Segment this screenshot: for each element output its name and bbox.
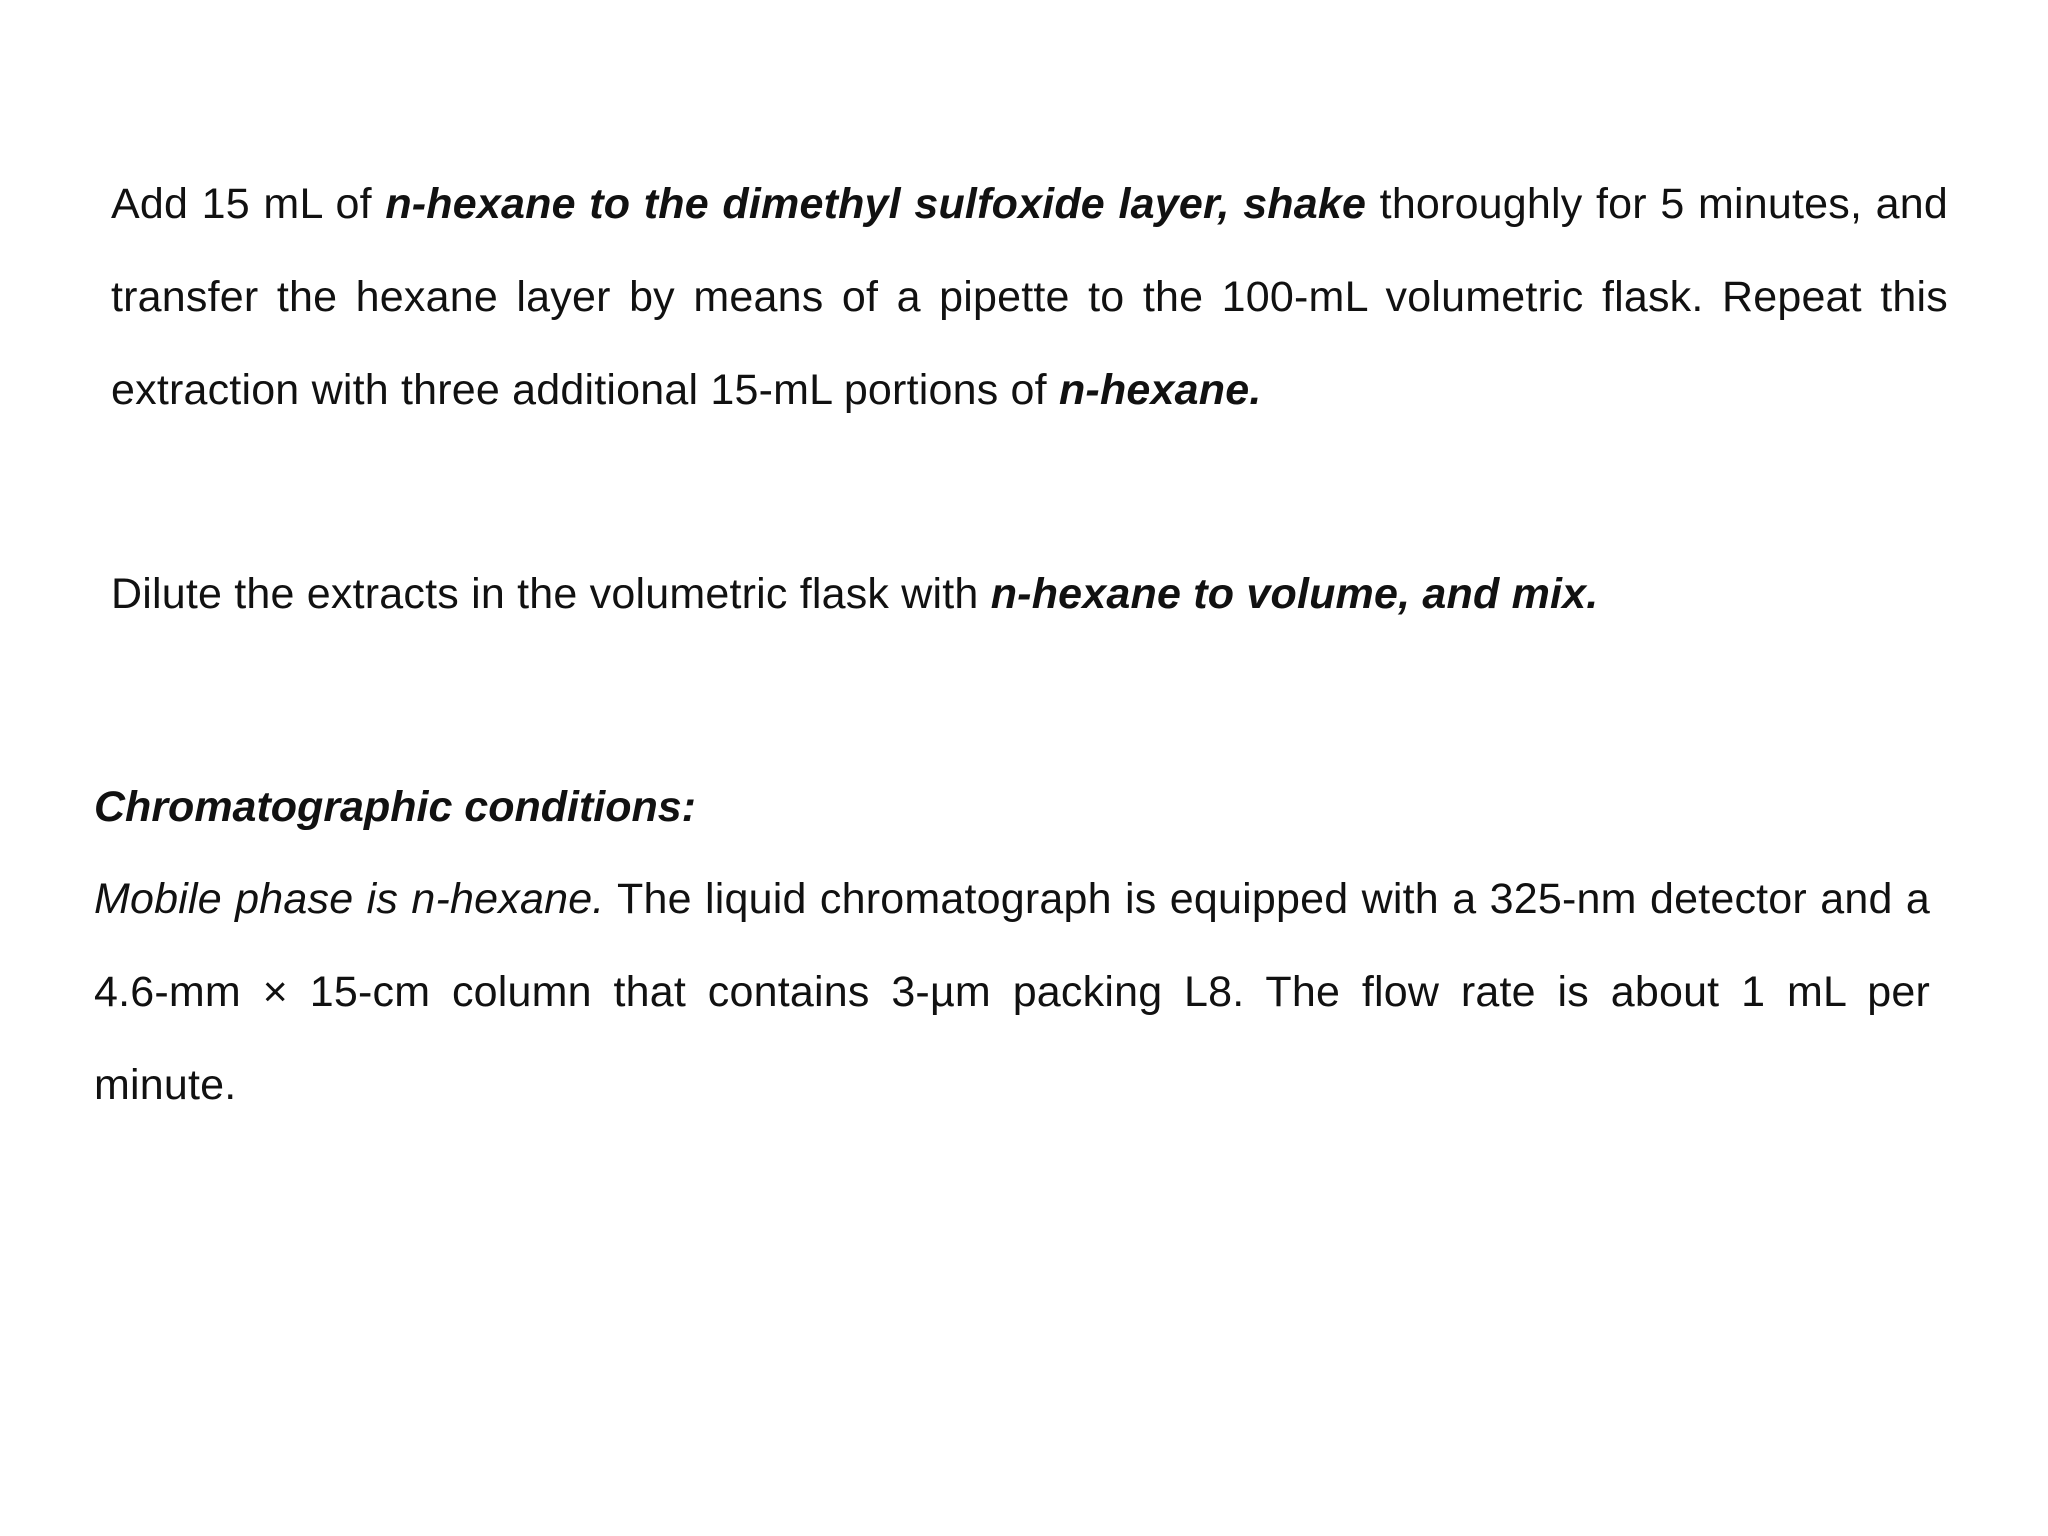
conditions-paragraph xyxy=(94,853,1930,1132)
emphasis-run: n-hexane. xyxy=(1058,366,1262,414)
text-run: Dilute the extracts in the volumetric flask with xyxy=(111,570,991,618)
extraction-paragraph xyxy=(111,158,1948,437)
emphasis-run: n-hexane to the dimethyl sulfoxide layer, shake xyxy=(385,180,1367,228)
italic-run: Mobile phase is n-hexane. xyxy=(94,875,605,923)
text-run: The liquid chromatograph is equipped with a 325-nm detector and a 4.6-mm × 15-cm column that contains 3-µm packing L8. The flow rate is about 1 mL per minute. xyxy=(94,875,1930,1109)
text-run: thoroughly for 5 minutes, and transfer the hexane layer by means of a pipette to the 100-mL volumetric flask. Repeat this extraction with three additional 15-mL portions of xyxy=(111,180,1948,414)
section-heading: Chromatographic conditions: xyxy=(94,783,696,831)
emphasis-run: n-hexane to volume, and mix. xyxy=(990,570,1599,618)
text-run: Add 15 mL of xyxy=(111,180,386,228)
dilution-paragraph xyxy=(111,548,1948,641)
